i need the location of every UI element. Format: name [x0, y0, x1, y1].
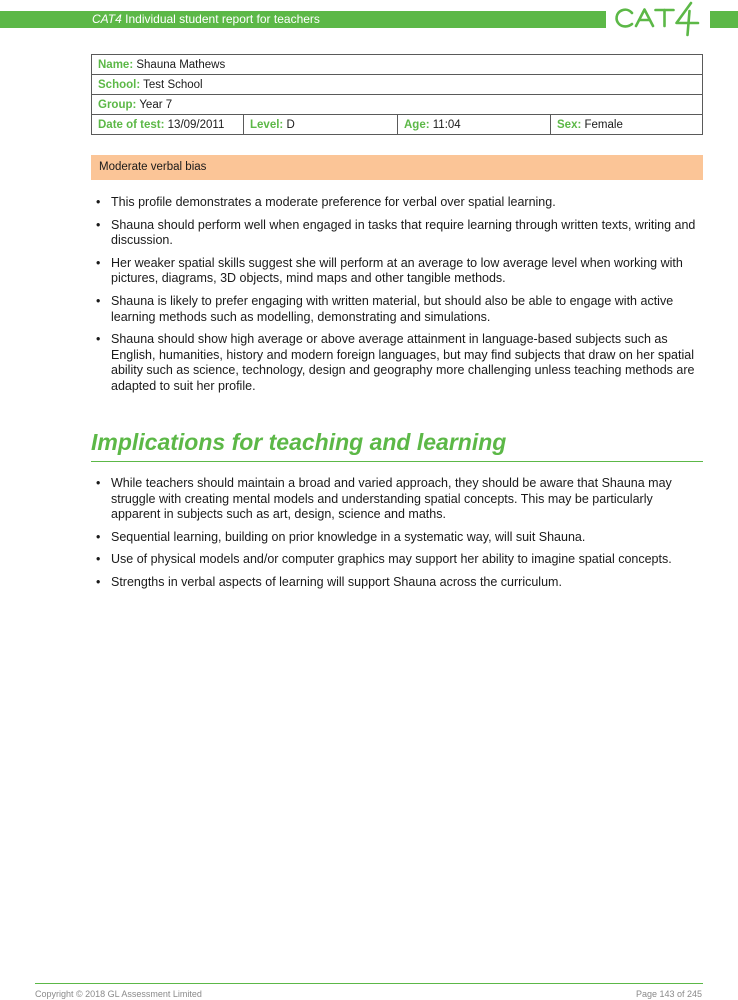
name-label: Name:: [98, 58, 134, 71]
date-value: 13/09/2011: [164, 118, 225, 131]
list-item: • Shauna should show high average or above average attainment in language-based subjects such as English, humanities, history and modern foreign languages, but may find subjects that draw on her spatial ability such as science, technology, design and geography more challenging unless teaching methods are adapted to suit her profile.: [91, 332, 703, 394]
level-label: Level:: [250, 118, 284, 131]
sex-label: Sex:: [557, 118, 582, 131]
footer-copyright: Copyright © 2018 GL Assessment Limited: [35, 989, 202, 999]
group-row: [92, 95, 703, 115]
list-item: • While teachers should maintain a broad and varied approach, they should be aware that Shauna may struggle with creating mental models and understanding spatial concepts. This may be particularly apparent in subjects such as art, design, science and maths.: [91, 476, 703, 523]
list-item: • This profile demonstrates a moderate preference for verbal over spatial learning.: [91, 195, 703, 211]
date-cell: [92, 115, 244, 135]
sex-cell: [551, 115, 703, 135]
report-header-bar: [0, 11, 606, 28]
name-cell: [92, 55, 703, 75]
header-bar-tail: [706, 11, 738, 28]
profile-bullet-list: [91, 195, 703, 402]
section-heading: Implications for teaching and learning: [91, 429, 507, 455]
cat4-logo: [610, 0, 710, 38]
sex-value: Female: [581, 118, 623, 131]
list-item: • Use of physical models and/or computer graphics may support her ability to imagine spatial concepts.: [91, 552, 703, 568]
school-row: [92, 75, 703, 95]
list-item: • Shauna should perform well when engaged in tasks that require learning through written texts, writing and discussion.: [91, 218, 703, 249]
list-item: • Her weaker spatial skills suggest she will perform at an average to low average level when working with pictures, diagrams, 3D objects, mind maps and other tangible methods.: [91, 256, 703, 287]
footer-page-number: Page 143 of 245: [635, 989, 702, 999]
age-cell: [398, 115, 551, 135]
implications-bullet-list: [91, 476, 703, 598]
footer-divider: [35, 983, 703, 984]
list-item: • Shauna is likely to prefer engaging with written material, but should also be able to engage with active learning methods such as modelling, demonstrating and simulations.: [91, 294, 703, 325]
school-cell: [92, 75, 703, 95]
age-label: Age:: [404, 118, 430, 131]
date-label: Date of test:: [98, 118, 165, 131]
level-value: D: [283, 118, 295, 131]
group-label: Group:: [98, 98, 137, 111]
section-divider: [91, 461, 703, 462]
bias-heading: Moderate verbal bias: [91, 155, 703, 180]
header-title: Individual student report for teachers: [121, 12, 320, 26]
student-info-table: [91, 54, 703, 135]
list-item: • Strengths in verbal aspects of learning will support Shauna across the curriculum.: [91, 575, 703, 591]
header-brand: CAT4: [92, 12, 122, 26]
group-cell: [92, 95, 703, 115]
level-cell: [244, 115, 398, 135]
school-value: Test School: [140, 78, 203, 91]
name-row: [92, 55, 703, 75]
details-row: [92, 115, 703, 135]
group-value: Year 7: [136, 98, 173, 111]
name-value: Shauna Mathews: [133, 58, 226, 71]
school-label: School:: [98, 78, 141, 91]
list-item: • Sequential learning, building on prior knowledge in a systematic way, will suit Shauna.: [91, 530, 703, 546]
age-value: 11:04: [429, 118, 461, 131]
